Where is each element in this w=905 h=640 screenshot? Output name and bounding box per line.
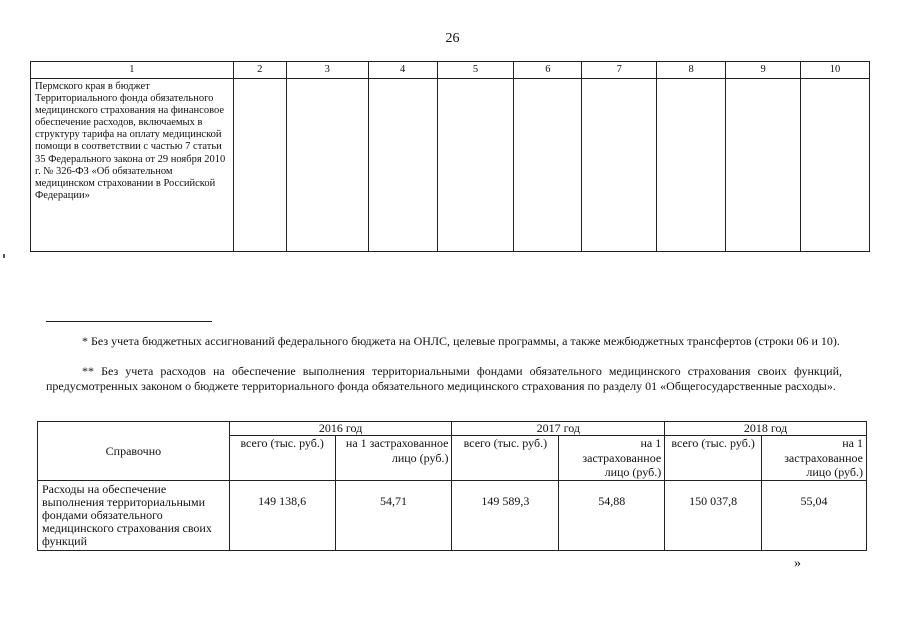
empty-cell [233, 79, 286, 252]
empty-cell [801, 79, 870, 252]
column-number: 2 [233, 62, 286, 79]
value-cell: 149 589,3 [452, 481, 559, 551]
column-number: 8 [657, 62, 726, 79]
value-cell: 54,71 [335, 481, 452, 551]
year-header: 2016 год [229, 422, 452, 436]
per-insured-column-header: на 1 застрахованное лицо (руб.) [762, 436, 867, 481]
budget-table-continued [30, 61, 870, 252]
page-number: 26 [445, 31, 460, 46]
column-number: 6 [514, 62, 582, 79]
column-number: 3 [286, 62, 368, 79]
empty-cell [368, 79, 437, 252]
margin-mark [3, 254, 5, 258]
per-insured-column-header: на 1 застрахованное лицо (руб.) [559, 436, 665, 481]
column-number: 10 [801, 62, 870, 79]
empty-cell [514, 79, 582, 252]
year-header: 2018 год [665, 422, 867, 436]
value-cell: 55,04 [762, 481, 867, 551]
row-description: Пермского края в бюджет Территориального фонда обязательного медицинского страхования на финансовое обеспечение расходов, включаемых в структуру тарифа на оплату медицинской помощи в соответствии с частью 7 статьи 35 Федерального закона от 29 ноября 2010 г. № 326-ФЗ «Об обязательном медицинском страховании в Российской Федерации» [31, 79, 234, 252]
empty-cell [726, 79, 801, 252]
year-header-row [38, 422, 867, 436]
value-cell: 149 138,6 [229, 481, 335, 551]
column-number-row [31, 62, 870, 79]
column-number: 1 [31, 62, 234, 79]
total-column-header: всего (тыс. руб.) [665, 436, 762, 481]
empty-cell [286, 79, 368, 252]
column-number: 9 [726, 62, 801, 79]
footnote-2: ** Без учета расходов на обеспечение выполнения территориальными фондами обязательного медицинского страхования своих функций, предусмотренных законом о бюджете территориального фонда обязательного медицинского страхования по разделу 01 «Общегосударственные расходы». [46, 364, 842, 393]
total-column-header: всего (тыс. руб.) [229, 436, 335, 481]
column-number: 7 [582, 62, 657, 79]
empty-cell [582, 79, 657, 252]
per-insured-column-header: на 1 застрахованное лицо (руб.) [335, 436, 452, 481]
footnote-1: * Без учета бюджетных ассигнований федерального бюджета на ОНЛС, целевые программы, а также межбюджетных трансфертов (строки 06 и 10). [82, 334, 840, 348]
footnote-separator [46, 321, 212, 322]
empty-cell [437, 79, 514, 252]
year-header: 2017 год [452, 422, 665, 436]
row-label: Расходы на обеспечение выполнения территориальными фондами обязательного медицинского страхования своих функций [38, 481, 230, 551]
table-row [31, 79, 870, 252]
reference-table [37, 421, 867, 551]
total-column-header: всего (тыс. руб.) [452, 436, 559, 481]
empty-cell [657, 79, 726, 252]
column-number: 4 [368, 62, 437, 79]
value-cell: 54,88 [559, 481, 665, 551]
value-cell: 150 037,8 [665, 481, 762, 551]
table-row [38, 481, 867, 551]
column-number: 5 [437, 62, 514, 79]
closing-quote: » [794, 556, 801, 571]
reference-label: Справочно [38, 422, 230, 481]
